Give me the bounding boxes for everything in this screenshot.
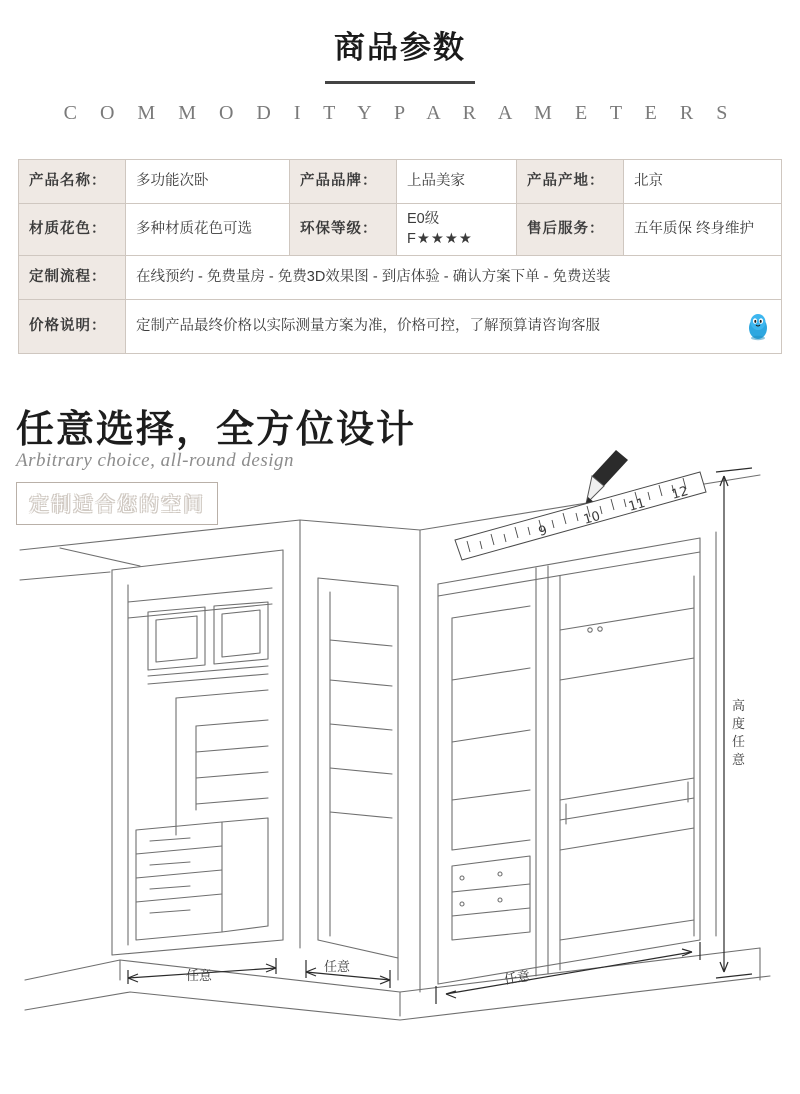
param-label-eco-grade: 环保等级：: [290, 204, 397, 255]
table-row-process: [19, 256, 781, 300]
param-label-brand: 产品品牌：: [290, 160, 397, 203]
param-label-process: 定制流程：: [19, 256, 126, 299]
param-value-product-name: 多功能次卧: [126, 160, 290, 203]
ruler-tick-9: 9: [536, 523, 550, 541]
page-header: [0, 0, 800, 125]
ruler-tick-11: 11: [626, 496, 648, 516]
param-value-price: [126, 300, 781, 353]
eco-grade-line1: E0级: [407, 211, 440, 228]
eco-grade-line2: F★★★★: [407, 230, 473, 247]
param-value-process: 在线预约 - 免费量房 - 免费3D效果图 - 到店体验 - 确认方案下单 - 免费送装: [126, 256, 781, 299]
page-title: 商品参数: [334, 30, 466, 66]
dimension-width-right: 任意: [503, 969, 532, 989]
param-label-material: 材质花色：: [19, 204, 126, 255]
param-label-price: 价格说明：: [19, 300, 126, 353]
dimension-height-char-2: 度: [732, 717, 746, 733]
qq-penguin-icon[interactable]: [745, 313, 771, 341]
param-label-origin: 产品产地：: [517, 160, 624, 203]
ruler-tick-12: 12: [669, 484, 691, 504]
ruler-tick-10: 10: [581, 509, 603, 529]
slogan-chinese: 任意选择，全方位设计: [16, 407, 417, 452]
table-row: [19, 160, 781, 204]
param-label-after-sales: 售后服务：: [517, 204, 624, 255]
illustration-section: [0, 380, 800, 1040]
dimension-width-left: 任意: [186, 969, 213, 985]
param-value-material: 多种材质花色可选: [126, 204, 290, 255]
table-row: [19, 204, 781, 256]
parameters-table: [18, 159, 782, 354]
param-value-brand: 上品美家: [397, 160, 517, 203]
title-underline: [325, 81, 475, 84]
param-value-eco-grade: [397, 204, 517, 255]
slogan-boxed: 定制适合您的空间: [16, 482, 218, 525]
dimension-height-char-1: 高: [732, 699, 746, 715]
page-subtitle: C O M M O D I T Y P A R A M E T E R S: [63, 102, 737, 125]
param-value-origin: 北京: [624, 160, 781, 203]
dimension-height-char-4: 意: [732, 753, 746, 769]
param-value-after-sales: 五年质保 终身维护: [624, 204, 781, 255]
ruler-icon: [455, 472, 706, 560]
param-label-product-name: 产品名称：: [19, 160, 126, 203]
table-row-price: [19, 300, 781, 354]
dimension-height-char-3: 任: [732, 735, 746, 751]
slogan-english: Arbitrary choice, all-round design: [16, 450, 295, 472]
dimension-width-center: 任意: [324, 960, 351, 976]
price-note-text: 定制产品最终价格以实际测量方案为准，价格可控，了解预算请咨询客服: [136, 318, 600, 335]
wardrobe-line-drawing: [0, 380, 800, 1040]
